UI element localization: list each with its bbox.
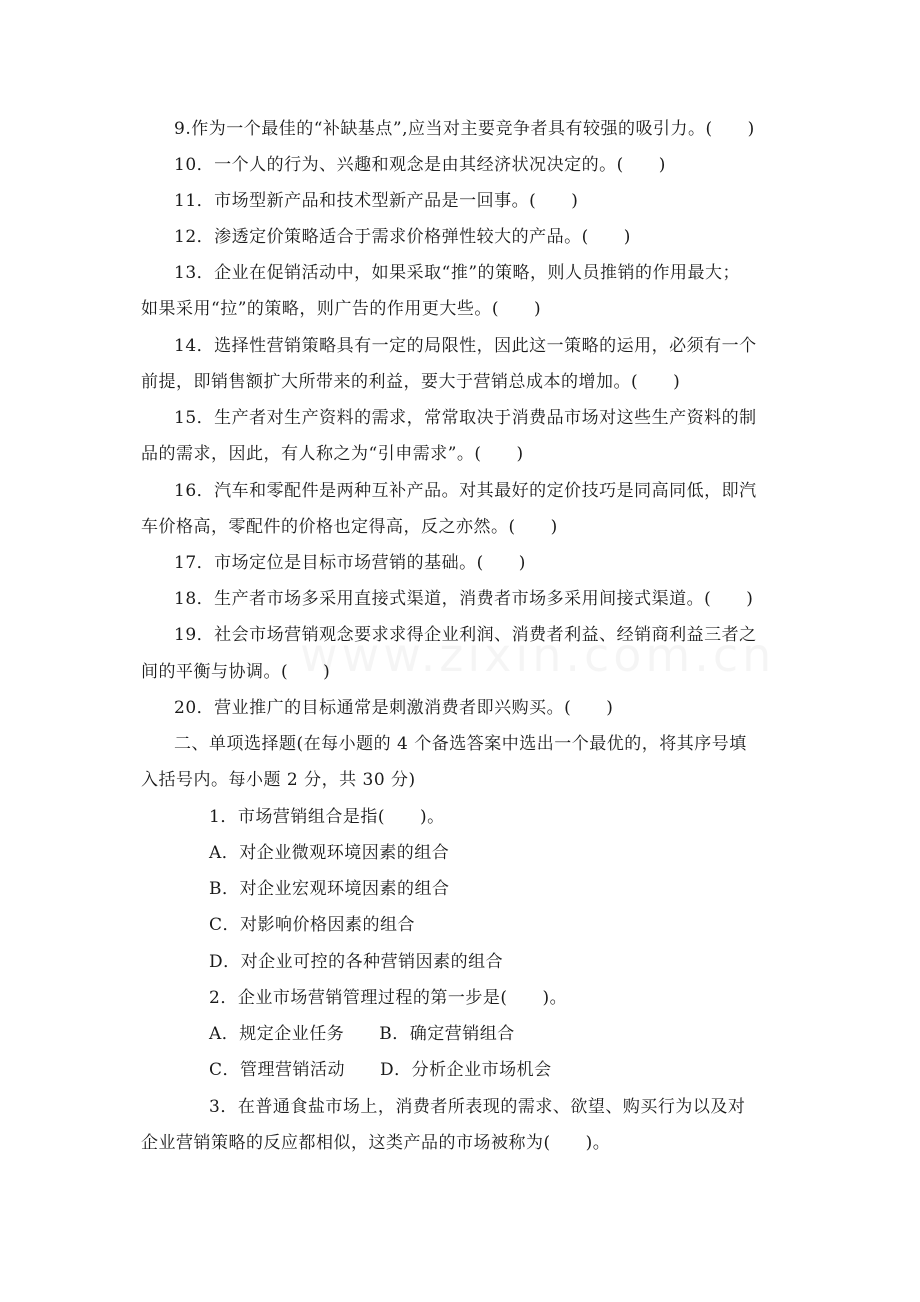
- question-13-line-1: 13．企业在促销活动中，如果采取“推”的策略，则人员推销的作用最大；: [174, 263, 741, 283]
- question-14-line-1: 14．选择性营销策略具有一定的局限性，因此这一策略的运用，必须有一个: [174, 336, 757, 356]
- mc-question-1: 1．市场营销组合是指( )。: [209, 807, 445, 827]
- question-16-line-2: 车价格高，零配件的价格也定得高，反之亦然。( ): [141, 517, 558, 537]
- mc-q1-option-c: C．对影响价格因素的组合: [209, 915, 416, 935]
- mc-question-2: 2．企业市场营销管理过程的第一步是( )。: [209, 988, 568, 1008]
- question-19-line-1: 19．社会市场营销观念要求求得企业利润、消费者利益、经销商利益三者之: [174, 625, 757, 645]
- question-19-line-2: 间的平衡与协调。( ): [141, 662, 331, 682]
- question-20: 20．营业推广的目标通常是刺激消费者即兴购买。( ): [174, 698, 614, 718]
- section-heading-line-2: 入括号内。每小题 2 分，共 30 分): [141, 770, 416, 790]
- mc-q2-options-cd: C．管理营销活动 D．分析企业市场机会: [209, 1060, 552, 1080]
- mc-q1-option-d: D．对企业可控的各种营销因素的组合: [209, 952, 504, 972]
- section-heading-line-1: 二、单项选择题(在每小题的 4 个备选答案中选出一个最优的，将其序号填: [174, 734, 747, 754]
- question-17: 17．市场定位是目标市场营销的基础。( ): [174, 553, 526, 573]
- question-15-line-2: 品的需求，因此，有人称之为“引申需求”。( ): [141, 444, 524, 464]
- question-18: 18．生产者市场多采用直接式渠道，消费者市场多采用间接式渠道。( ): [174, 589, 754, 609]
- question-10: 10．一个人的行为、兴趣和观念是由其经济状况决定的。( ): [174, 155, 666, 175]
- mc-q1-option-a: A．对企业微观环境因素的组合: [209, 843, 450, 863]
- question-9: 9.作为一个最佳的“补缺基点”,应当对主要竞争者具有较强的吸引力。( ): [174, 119, 755, 139]
- question-14-line-2: 前提，即销售额扩大所带来的利益，要大于营销总成本的增加。( ): [141, 372, 681, 392]
- mc-q2-options-ab: A．规定企业任务 B．确定营销组合: [209, 1024, 515, 1044]
- mc-question-3-line-2: 企业营销策略的反应都相似，这类产品的市场被称为( )。: [141, 1133, 611, 1153]
- question-13-line-2: 如果采用“拉”的策略，则广告的作用更大些。( ): [141, 299, 542, 319]
- mc-question-3-line-1: 3．在普通食盐市场上，消费者所表现的需求、欲望、购买行为以及对: [209, 1097, 746, 1117]
- question-11: 11．市场型新产品和技术型新产品是一回事。( ): [174, 191, 579, 211]
- question-12: 12．渗透定价策略适合于需求价格弹性较大的产品。( ): [174, 227, 631, 247]
- mc-q1-option-b: B．对企业宏观环境因素的组合: [209, 879, 450, 899]
- question-15-line-1: 15．生产者对生产资料的需求，常常取决于消费品市场对这些生产资料的制: [174, 408, 757, 428]
- question-16-line-1: 16．汽车和零配件是两种互补产品。对其最好的定价技巧是同高同低，即汽: [174, 481, 757, 501]
